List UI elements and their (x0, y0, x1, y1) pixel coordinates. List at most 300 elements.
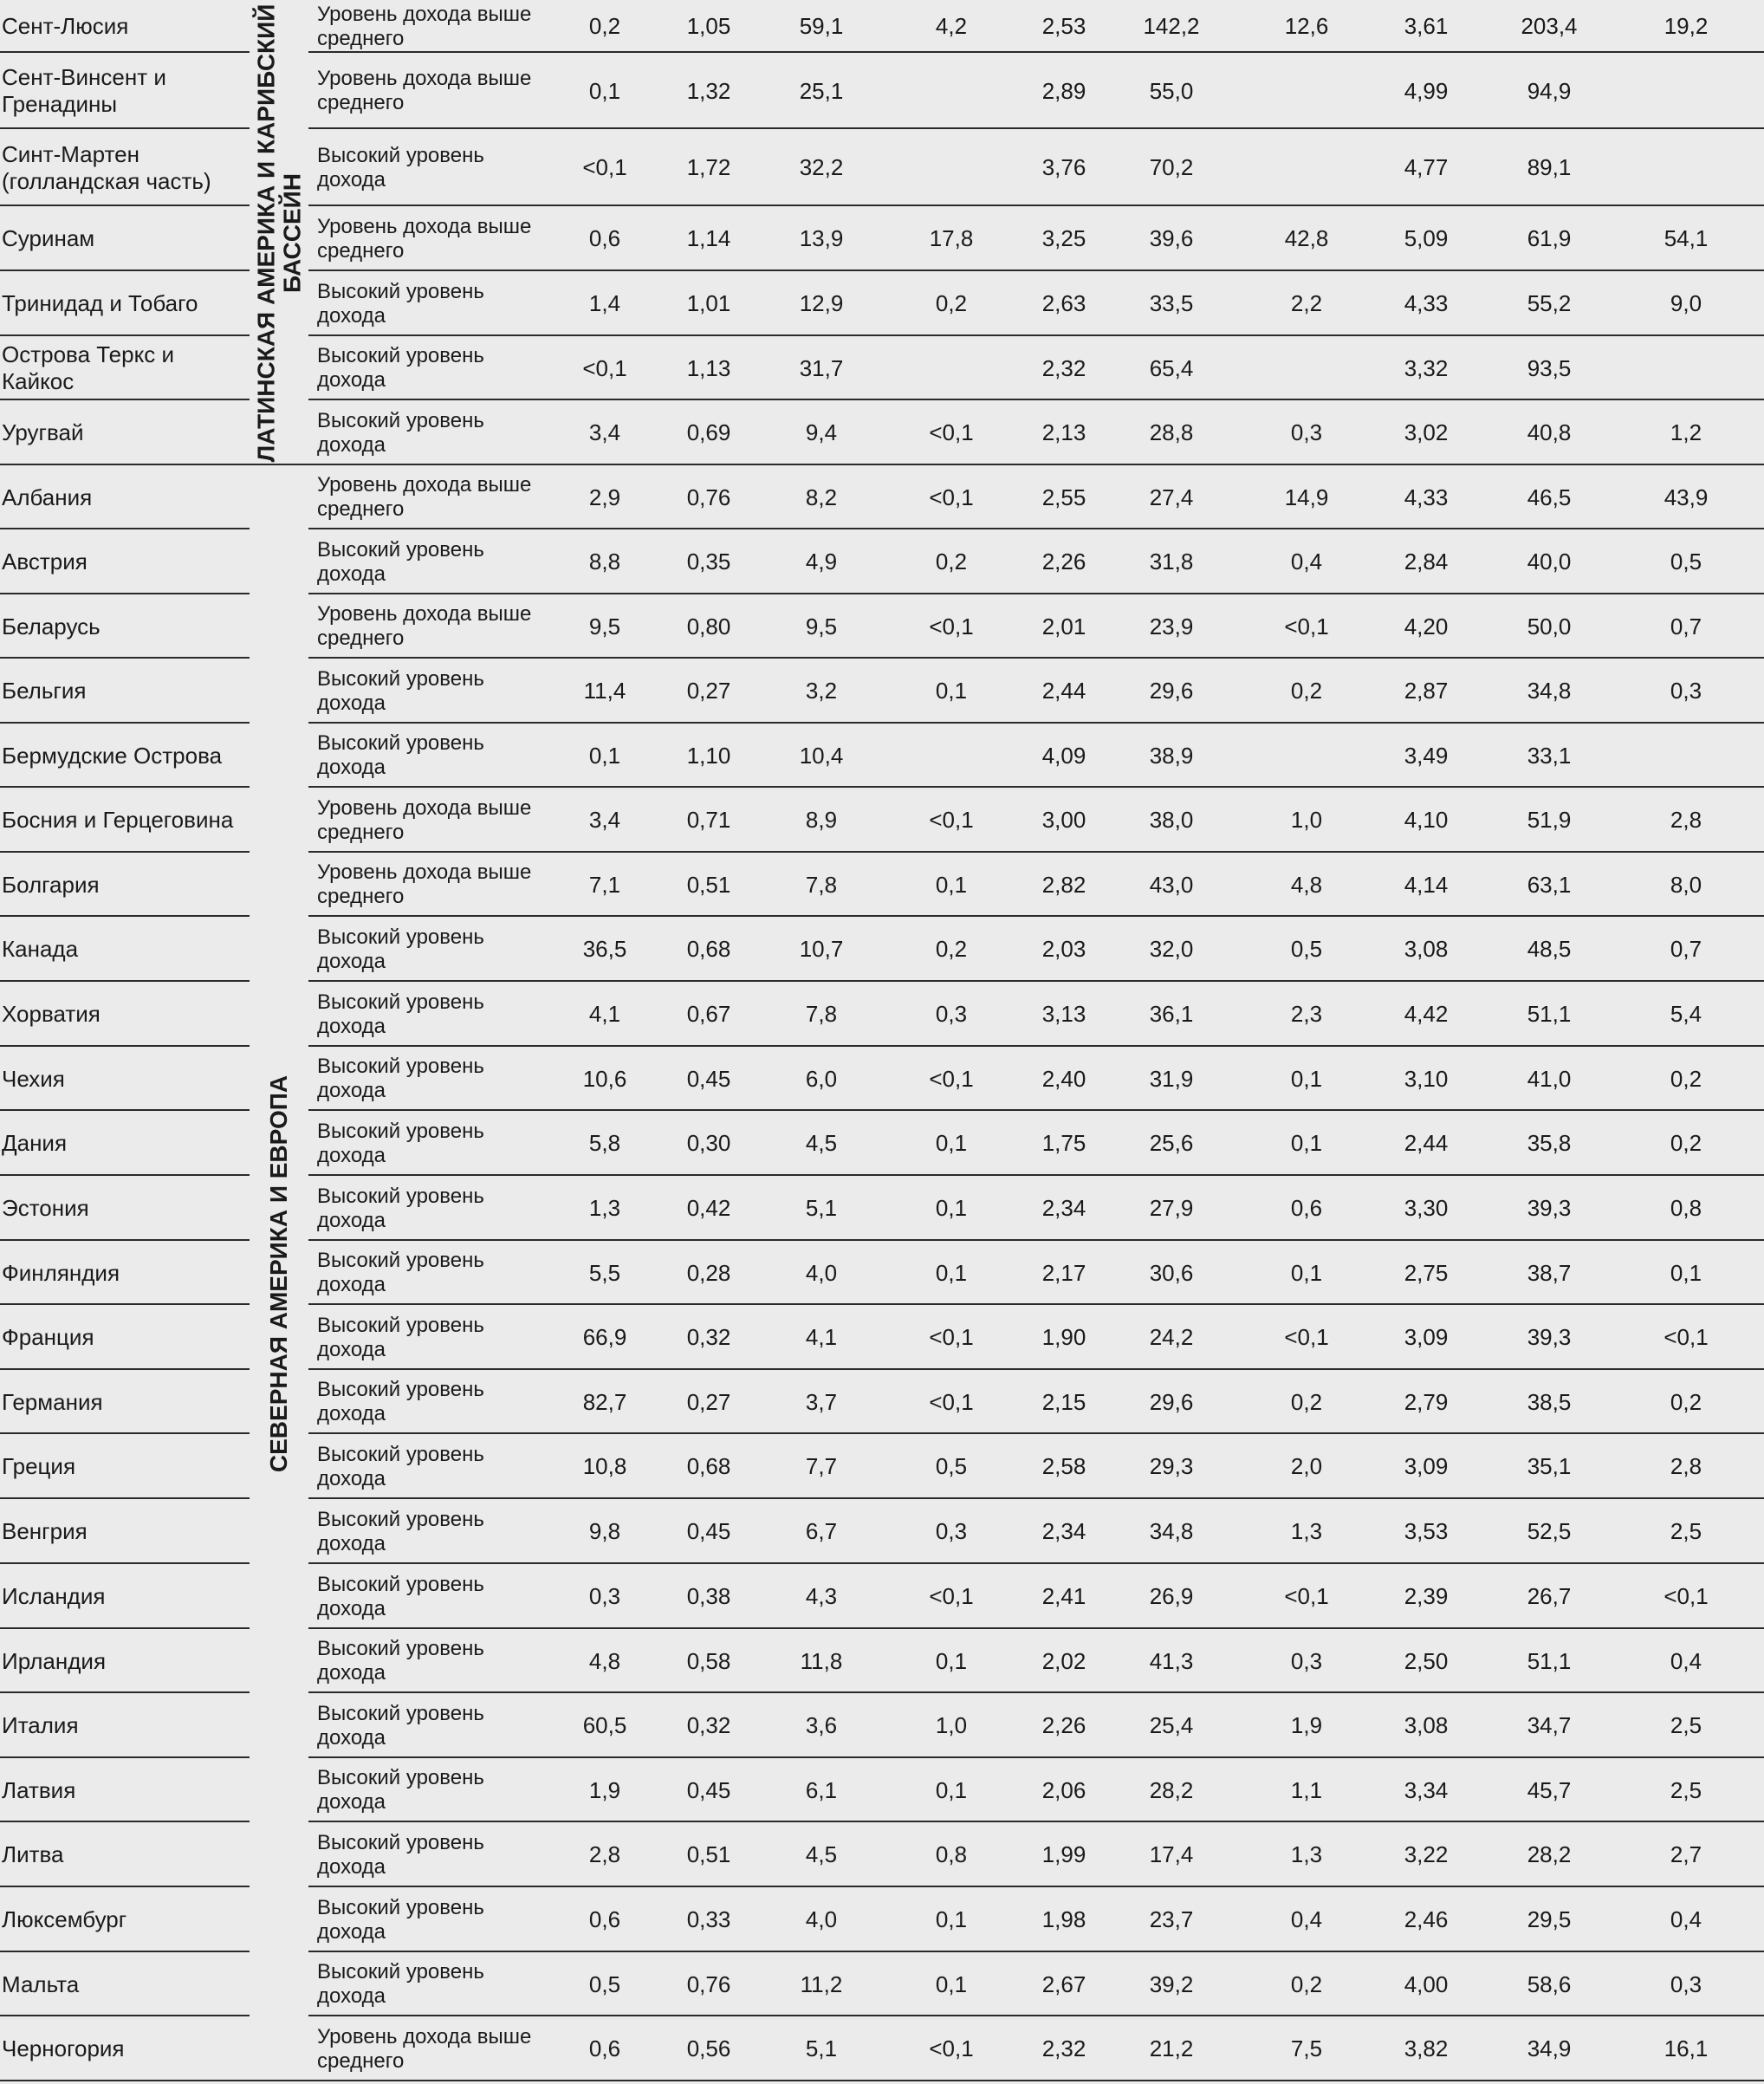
value-cell: 10,4 (799, 742, 844, 769)
value-cell: 4,1 (588, 1001, 621, 1027)
value-cell: 10,7 (799, 936, 844, 962)
value-cell: 0,32 (686, 1324, 731, 1350)
value-cell: 10,6 (582, 1065, 627, 1092)
value-cell: 0,6 (588, 225, 621, 251)
value-cell: 3,30 (1404, 1195, 1449, 1221)
value-cell: 14,9 (1284, 484, 1329, 510)
value-cell: 1,75 (1041, 1130, 1086, 1156)
value-cell: 2,79 (1404, 1388, 1449, 1415)
value-cell: 40,8 (1527, 419, 1572, 445)
value-cell: 46,5 (1527, 484, 1572, 510)
value-cell: 2,0 (1290, 1453, 1323, 1479)
value-cell: 2,26 (1041, 549, 1086, 575)
value-cell: <0,1 (929, 1065, 974, 1092)
value-cell: 3,32 (1404, 354, 1449, 381)
value-cell: 2,5 (1670, 1712, 1702, 1738)
value-cell: 0,80 (686, 613, 731, 639)
value-cell: 25,6 (1149, 1130, 1194, 1156)
value-cell: <0,1 (929, 807, 974, 833)
country-name: Албания (2, 484, 93, 510)
value-cell: 4,99 (1404, 77, 1449, 104)
income-group: Высокий уровень дохода (317, 1572, 484, 1620)
table-row (0, 594, 1764, 659)
region-label-text: СЕВЕРНАЯ АМЕРИКА И ЕВРОПА (265, 1074, 293, 1472)
table-row (0, 917, 1764, 982)
table-row (0, 336, 1764, 400)
country-name: Босния и Герцеговина (2, 807, 234, 833)
value-cell: 2,41 (1041, 1583, 1086, 1609)
value-cell: 0,68 (686, 1453, 731, 1479)
value-cell: 1,0 (935, 1712, 968, 1738)
value-cell: 0,1 (935, 1906, 968, 1932)
value-cell: 5,4 (1670, 1001, 1702, 1027)
value-cell: 2,34 (1041, 1518, 1086, 1544)
country-name: Мальта (2, 1970, 80, 1997)
value-cell: 50,0 (1527, 613, 1572, 639)
value-cell: 3,76 (1041, 154, 1086, 180)
value-cell: 2,02 (1041, 1647, 1086, 1674)
value-cell: 51,1 (1527, 1001, 1572, 1027)
value-cell: 82,7 (582, 1388, 627, 1415)
value-cell: 4,10 (1404, 807, 1449, 833)
value-cell: 6,0 (805, 1065, 838, 1092)
value-cell: 5,1 (805, 1195, 838, 1221)
value-cell: 0,1 (1290, 1065, 1323, 1092)
value-cell: 1,14 (686, 225, 731, 251)
value-cell: 17,4 (1149, 1841, 1194, 1867)
value-cell: 0,27 (686, 678, 731, 704)
value-cell: 0,3 (588, 1583, 621, 1609)
value-cell: <0,1 (1284, 1583, 1329, 1609)
value-cell: 66,9 (582, 1324, 627, 1350)
value-cell: 58,6 (1527, 1970, 1572, 1997)
value-cell: 42,8 (1284, 225, 1329, 251)
country-name: Сент-Винсент и Гренадины (2, 64, 166, 117)
value-cell: 3,6 (805, 1712, 838, 1738)
value-cell: 31,7 (799, 354, 844, 381)
value-cell: 3,00 (1041, 807, 1086, 833)
value-cell (891, 53, 1012, 129)
value-cell: 34,9 (1527, 2035, 1572, 2061)
table-row (0, 1176, 1764, 1241)
value-cell: 2,01 (1041, 613, 1086, 639)
value-cell: 3,61 (1404, 13, 1449, 39)
value-cell: 0,2 (1290, 1970, 1323, 1997)
value-cell: 3,4 (588, 807, 621, 833)
value-cell: 51,9 (1527, 807, 1572, 833)
country-name: Уругвай (2, 419, 84, 445)
value-cell: 0,1 (1290, 1130, 1323, 1156)
value-cell: 3,53 (1404, 1518, 1449, 1544)
country-name: Суринам (2, 225, 95, 251)
table-row (0, 1629, 1764, 1693)
value-cell: 2,3 (1290, 1001, 1323, 1027)
value-cell: 0,8 (935, 1841, 968, 1867)
value-cell: 0,4 (1670, 1647, 1702, 1674)
value-cell: 40,0 (1527, 549, 1572, 575)
value-cell: 1,2 (1670, 419, 1702, 445)
value-cell: 3,09 (1404, 1453, 1449, 1479)
income-group: Высокий уровень дохода (317, 1637, 484, 1685)
value-cell: 65,4 (1149, 354, 1194, 381)
table-row (0, 1370, 1764, 1434)
country-name: Острова Теркс и Кайкос (2, 341, 175, 394)
table-row (0, 1434, 1764, 1499)
value-cell: 3,2 (805, 678, 838, 704)
value-cell: 0,6 (1290, 1195, 1323, 1221)
country-name: Финляндия (2, 1259, 120, 1286)
table-row (0, 1758, 1764, 1822)
value-cell: 11,4 (583, 678, 626, 704)
value-cell: 38,0 (1149, 807, 1194, 833)
country-name: Ирландия (2, 1647, 107, 1674)
value-cell: 8,0 (1670, 871, 1702, 898)
value-cell: 1,3 (1290, 1841, 1323, 1867)
value-cell: <0,1 (929, 2035, 974, 2061)
value-cell: 0,1 (1290, 1259, 1323, 1286)
value-cell: 4,3 (805, 1583, 838, 1609)
value-cell: 3,25 (1041, 225, 1086, 251)
value-cell (891, 724, 1012, 788)
value-cell: 1,72 (686, 154, 731, 180)
country-name: Сент-Люсия (2, 13, 129, 39)
value-cell: 1,3 (1290, 1518, 1323, 1544)
value-cell: 7,5 (1290, 2035, 1323, 2061)
value-cell: 8,9 (805, 807, 838, 833)
value-cell: 94,9 (1527, 77, 1572, 104)
value-cell: 0,1 (935, 1195, 968, 1221)
value-cell: 2,53 (1041, 13, 1086, 39)
value-cell: 0,1 (935, 1776, 968, 1803)
value-cell (1625, 129, 1747, 206)
value-cell: 2,40 (1041, 1065, 1086, 1092)
value-cell: <0,1 (1284, 1324, 1329, 1350)
value-cell: 43,9 (1663, 484, 1709, 510)
country-name: Исландия (2, 1583, 106, 1609)
value-cell: 1,3 (588, 1195, 621, 1221)
value-cell: 52,5 (1527, 1518, 1572, 1544)
value-cell: 0,51 (686, 1841, 731, 1867)
value-cell: 0,2 (1670, 1388, 1702, 1415)
table-row (0, 1952, 1764, 2016)
value-cell: 3,02 (1404, 419, 1449, 445)
value-cell: <0,1 (1663, 1583, 1709, 1609)
value-cell: 0,1 (935, 1130, 968, 1156)
income-group: Высокий уровень дохода (317, 1055, 484, 1102)
value-cell: 4,42 (1404, 1001, 1449, 1027)
income-group: Высокий уровень дохода (317, 1249, 484, 1296)
value-cell: 4,8 (1290, 871, 1323, 898)
value-cell: 3,10 (1404, 1065, 1449, 1092)
country-name: Черногория (2, 2035, 125, 2061)
income-group: Уровень дохода выше среднего (317, 602, 532, 650)
value-cell (1246, 129, 1367, 206)
value-cell: 48,5 (1527, 936, 1572, 962)
value-cell (891, 129, 1012, 206)
value-cell: 6,7 (805, 1518, 838, 1544)
value-cell: 2,46 (1404, 1906, 1449, 1932)
value-cell: 2,5 (1670, 1776, 1702, 1803)
value-cell: 45,7 (1527, 1776, 1572, 1803)
value-cell: 28,2 (1527, 1841, 1572, 1867)
value-cell: 0,1 (935, 1970, 968, 1997)
country-name: Латвия (2, 1776, 76, 1803)
value-cell: 0,4 (1290, 1906, 1323, 1932)
country-name: Австрия (2, 549, 88, 575)
value-cell: 3,4 (588, 419, 621, 445)
value-cell: 51,1 (1527, 1647, 1572, 1674)
value-cell: 0,58 (686, 1647, 731, 1674)
value-cell: 4,9 (805, 549, 838, 575)
value-cell: 0,71 (686, 807, 731, 833)
value-cell: 2,06 (1041, 1776, 1086, 1803)
table-row (0, 0, 1764, 53)
value-cell: 2,44 (1041, 678, 1086, 704)
table-row (0, 1822, 1764, 1887)
value-cell: 2,8 (1670, 807, 1702, 833)
value-cell: 7,1 (588, 871, 621, 898)
table-row (0, 2016, 1764, 2081)
country-name: Эстония (2, 1195, 89, 1221)
table-row (0, 853, 1764, 917)
value-cell: 2,15 (1041, 1388, 1086, 1415)
income-group: Высокий уровень дохода (317, 1184, 484, 1232)
value-cell: 4,5 (805, 1841, 838, 1867)
value-cell: 9,0 (1670, 290, 1702, 316)
income-group: Высокий уровень дохода (317, 925, 484, 973)
country-name: Франция (2, 1324, 94, 1350)
table-row (0, 206, 1764, 271)
value-cell: 0,3 (935, 1001, 968, 1027)
value-cell: 2,7 (1670, 1841, 1702, 1867)
value-cell: 8,8 (588, 549, 621, 575)
income-group: Высокий уровень дохода (317, 408, 484, 457)
table-row (0, 465, 1764, 529)
value-cell: 0,1 (935, 678, 968, 704)
value-cell: 3,09 (1404, 1324, 1449, 1350)
value-cell: 0,7 (1670, 936, 1702, 962)
value-cell: 9,4 (805, 419, 838, 445)
country-name: Хорватия (2, 1001, 101, 1027)
value-cell: 1,9 (1290, 1712, 1323, 1738)
table-row (0, 1111, 1764, 1176)
country-name: Синт-Мартен (голландская часть) (2, 140, 211, 194)
value-cell: 31,8 (1149, 549, 1194, 575)
value-cell: 4,0 (805, 1259, 838, 1286)
income-group: Высокий уровень дохода (317, 1119, 484, 1167)
value-cell: 0,1 (588, 77, 621, 104)
value-cell: 2,75 (1404, 1259, 1449, 1286)
value-cell: 24,2 (1149, 1324, 1194, 1350)
value-cell: 9,5 (805, 613, 838, 639)
value-cell: 2,5 (1670, 1518, 1702, 1544)
value-cell: 4,2 (935, 13, 968, 39)
value-cell: 7,8 (805, 871, 838, 898)
value-cell: 61,9 (1527, 225, 1572, 251)
value-cell: 2,32 (1041, 2035, 1086, 2061)
value-cell: 1,05 (686, 13, 731, 39)
table-row (0, 1693, 1764, 1758)
value-cell: <0,1 (582, 154, 627, 180)
income-group: Высокий уровень дохода (317, 1960, 484, 2008)
value-cell: 41,0 (1527, 1065, 1572, 1092)
value-cell: <0,1 (929, 1388, 974, 1415)
value-cell: 16,1 (1663, 2035, 1709, 2061)
value-cell: 2,26 (1041, 1712, 1086, 1738)
value-cell: 12,9 (799, 290, 844, 316)
value-cell: 0,42 (686, 1195, 731, 1221)
value-cell: 41,3 (1149, 1647, 1194, 1674)
value-cell: 2,87 (1404, 678, 1449, 704)
value-cell: 0,45 (686, 1518, 731, 1544)
value-cell: 13,9 (799, 225, 844, 251)
income-group: Высокий уровень дохода (317, 666, 484, 715)
table-row (0, 724, 1764, 788)
value-cell: 1,9 (588, 1776, 621, 1803)
value-cell: <0,1 (1663, 1324, 1709, 1350)
value-cell: 43,0 (1149, 871, 1194, 898)
value-cell: 3,7 (805, 1388, 838, 1415)
country-name: Беларусь (2, 613, 101, 639)
value-cell: 0,2 (588, 13, 621, 39)
value-cell: 0,38 (686, 1583, 731, 1609)
value-cell: 29,5 (1527, 1906, 1572, 1932)
value-cell: 4,33 (1404, 484, 1449, 510)
value-cell: <0,1 (929, 484, 974, 510)
income-group: Уровень дохода выше среднего (317, 795, 532, 844)
value-cell: 35,8 (1527, 1130, 1572, 1156)
income-group: Высокий уровень дохода (317, 1442, 484, 1490)
value-cell: 2,89 (1041, 77, 1086, 104)
value-cell: 4,0 (805, 1906, 838, 1932)
value-cell: 38,7 (1527, 1259, 1572, 1286)
value-cell (891, 336, 1012, 400)
value-cell: 36,5 (582, 936, 627, 962)
value-cell (1625, 336, 1747, 400)
value-cell: 4,09 (1041, 742, 1086, 769)
value-cell: 26,9 (1149, 1583, 1194, 1609)
income-group: Высокий уровень дохода (317, 990, 484, 1038)
value-cell: 1,1 (1290, 1776, 1323, 1803)
value-cell: 32,0 (1149, 936, 1194, 962)
value-cell: 0,6 (588, 2035, 621, 2061)
value-cell: 2,84 (1404, 549, 1449, 575)
value-cell: 2,9 (588, 484, 621, 510)
table-row (0, 788, 1764, 853)
value-cell: 0,7 (1670, 613, 1702, 639)
value-cell: 2,8 (1670, 1453, 1702, 1479)
value-cell: 27,9 (1149, 1195, 1194, 1221)
value-cell: 30,6 (1149, 1259, 1194, 1286)
table-row (0, 1887, 1764, 1952)
value-cell: 39,3 (1527, 1195, 1572, 1221)
value-cell: 203,4 (1521, 13, 1578, 39)
value-cell: 0,4 (1290, 549, 1323, 575)
value-cell: 5,5 (588, 1259, 621, 1286)
value-cell: 35,1 (1527, 1453, 1572, 1479)
income-group: Высокий уровень дохода (317, 279, 484, 328)
table-row (0, 982, 1764, 1047)
country-name: Греция (2, 1453, 76, 1479)
value-cell: 0,2 (1670, 1130, 1702, 1156)
value-cell: 2,2 (1290, 290, 1323, 316)
value-cell (1246, 336, 1367, 400)
value-cell: 27,4 (1149, 484, 1194, 510)
value-cell: 29,6 (1149, 1388, 1194, 1415)
value-cell: 142,2 (1143, 13, 1200, 39)
value-cell: 25,4 (1149, 1712, 1194, 1738)
value-cell: 0,5 (1290, 936, 1323, 962)
value-cell: 38,9 (1149, 742, 1194, 769)
value-cell: 0,45 (686, 1776, 731, 1803)
value-cell: 29,6 (1149, 678, 1194, 704)
country-name: Болгария (2, 871, 100, 898)
value-cell: 39,3 (1527, 1324, 1572, 1350)
value-cell: 0,3 (1670, 1970, 1702, 1997)
value-cell: 3,22 (1404, 1841, 1449, 1867)
value-cell: 0,1 (1670, 1259, 1702, 1286)
country-name: Тринидад и Тобаго (2, 290, 198, 316)
value-cell: 0,35 (686, 549, 731, 575)
value-cell: 0,76 (686, 1970, 731, 1997)
value-cell: 4,20 (1404, 613, 1449, 639)
value-cell (1246, 53, 1367, 129)
value-cell: 2,8 (588, 1841, 621, 1867)
table-row (0, 1047, 1764, 1111)
value-cell: 4,33 (1404, 290, 1449, 316)
value-cell: 5,1 (805, 2035, 838, 2061)
value-cell: 0,32 (686, 1712, 731, 1738)
income-group: Уровень дохода выше среднего (317, 214, 532, 263)
value-cell: 59,1 (799, 13, 844, 39)
table-row (0, 529, 1764, 594)
value-cell: 1,4 (588, 290, 621, 316)
value-cell: 26,7 (1527, 1583, 1572, 1609)
value-cell: 23,9 (1149, 613, 1194, 639)
income-group: Уровень дохода выше среднего (317, 67, 532, 114)
income-group: Уровень дохода выше среднего (317, 473, 532, 521)
value-cell: 1,98 (1041, 1906, 1086, 1932)
value-cell: 0,76 (686, 484, 731, 510)
value-cell: 4,1 (805, 1324, 838, 1350)
value-cell: 2,17 (1041, 1259, 1086, 1286)
value-cell: <0,1 (929, 613, 974, 639)
value-cell: 3,82 (1404, 2035, 1449, 2061)
value-cell: 0,1 (588, 742, 621, 769)
value-cell: 1,01 (686, 290, 731, 316)
table-row (0, 1564, 1764, 1629)
table-row (0, 129, 1764, 206)
value-cell: 0,2 (1290, 1388, 1323, 1415)
value-cell: 0,27 (686, 1388, 731, 1415)
country-name: Италия (2, 1712, 79, 1738)
value-cell: 28,2 (1149, 1776, 1194, 1803)
value-cell (1246, 724, 1367, 788)
value-cell: 23,7 (1149, 1906, 1194, 1932)
value-cell: 36,1 (1149, 1001, 1194, 1027)
value-cell: 0,3 (1670, 678, 1702, 704)
value-cell: 3,08 (1404, 1712, 1449, 1738)
country-name: Венгрия (2, 1518, 88, 1544)
value-cell: 2,03 (1041, 936, 1086, 962)
value-cell: 2,39 (1404, 1583, 1449, 1609)
value-cell: 2,32 (1041, 354, 1086, 381)
value-cell: 0,56 (686, 2035, 731, 2061)
income-group: Высокий уровень дохода (317, 1895, 484, 1944)
income-group: Высокий уровень дохода (317, 1378, 484, 1425)
value-cell: <0,1 (1284, 613, 1329, 639)
value-cell: 7,7 (805, 1453, 838, 1479)
